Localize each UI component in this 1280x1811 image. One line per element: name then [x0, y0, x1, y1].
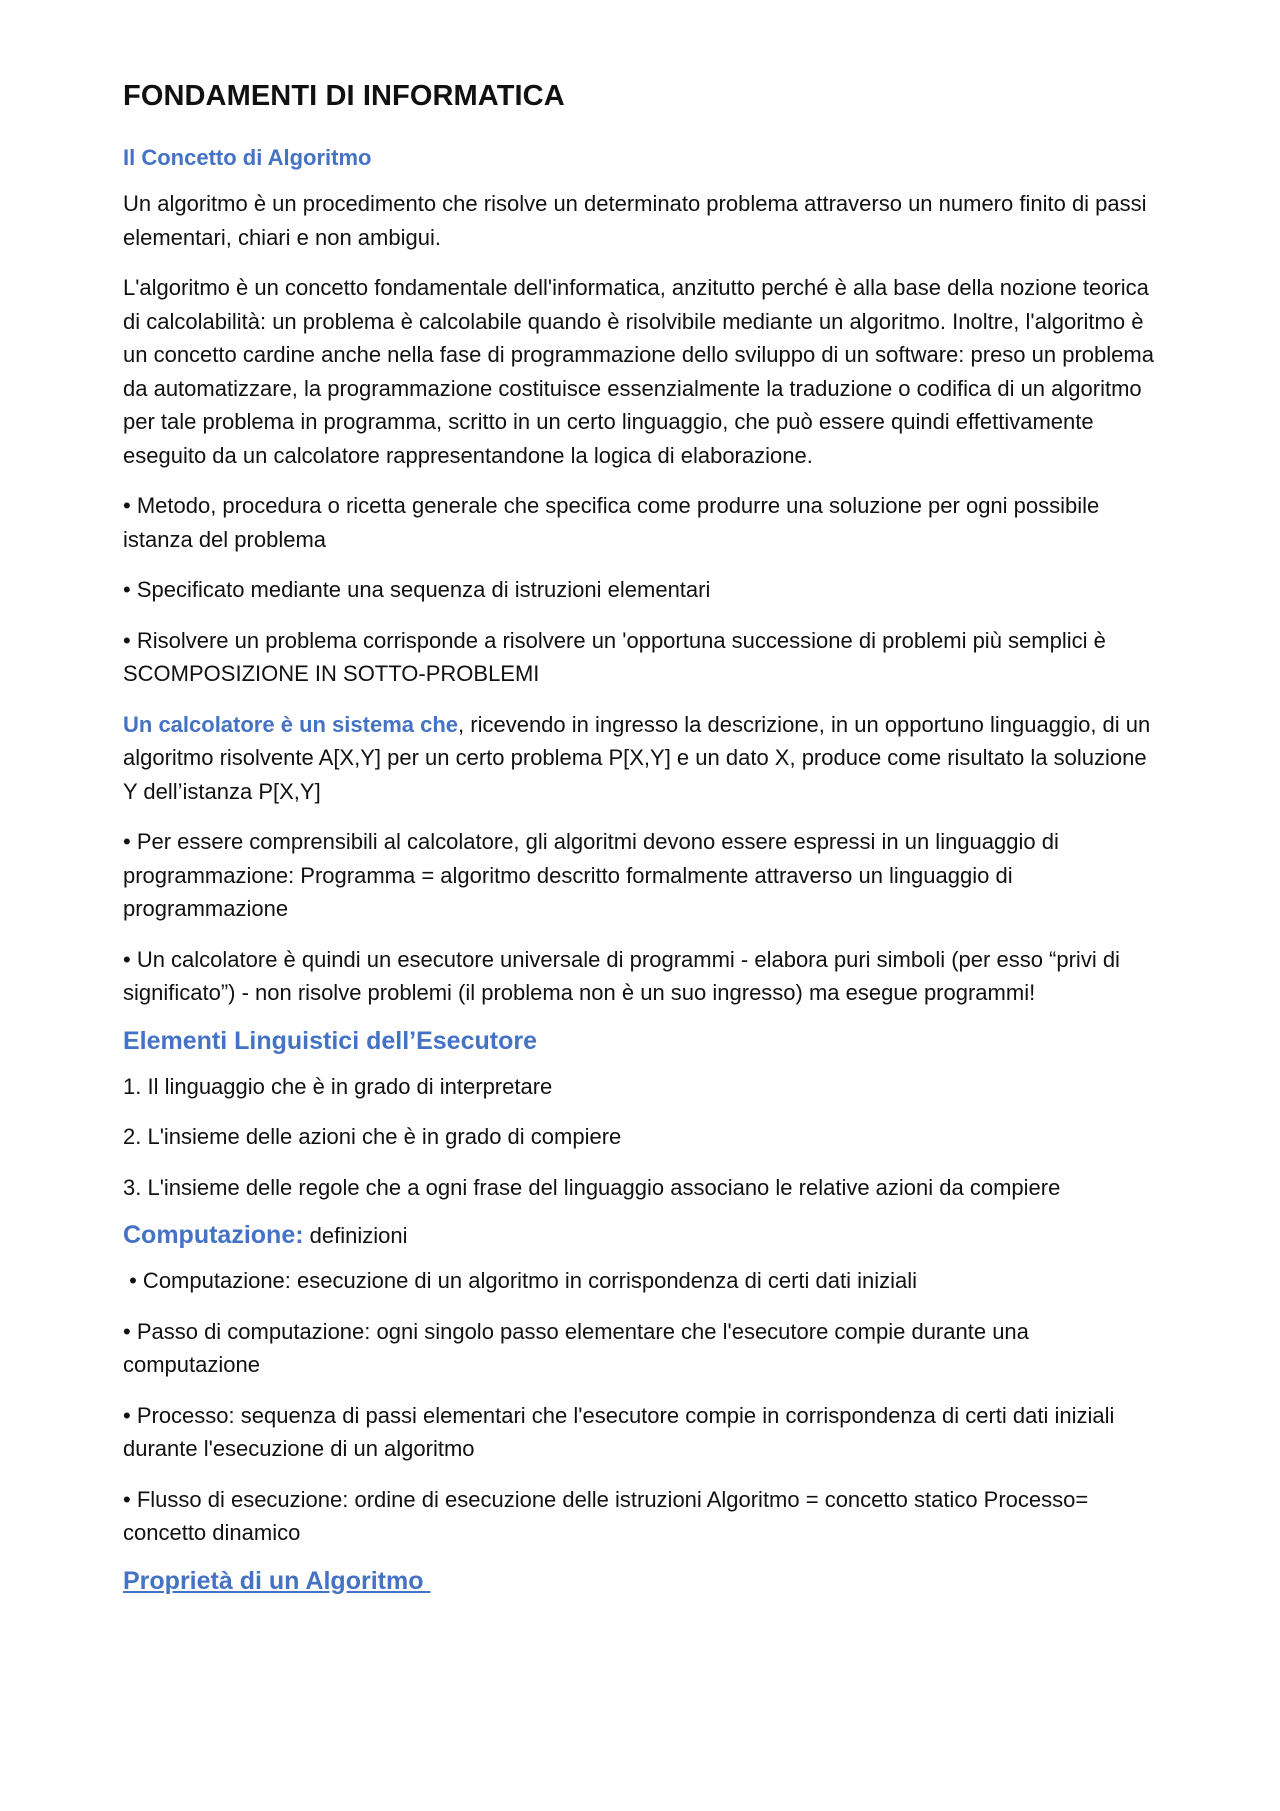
bullet-specificato: • Specificato mediante una sequenza di istruzioni elementari: [123, 577, 711, 602]
list-item-regole: 3. L'insieme delle regole che a ogni frase del linguaggio associano le relative azioni da compiere: [123, 1174, 1061, 1200]
bullet-processo: • Processo: sequenza di passi elementari che l'esecutore compie in corrispondenza di certi dati iniziali durante l'esecuzione di un algoritmo: [123, 1402, 1115, 1461]
calcolatore-lead: Un calcolatore è un sistema che: [123, 711, 459, 737]
computazione-heading-suffix: definizioni: [303, 1223, 408, 1248]
calcolatore-rest: , ricevendo in ingresso la descrizione, in un opportuno linguaggio, di un algoritmo risolvente A[X,Y] per un certo problema P[X,Y] e un dato X, produce come risultato la soluzione Y dell’istanza P[X,Y]: [123, 711, 1151, 804]
bullet-scomposizione: • Risolvere un problema corrisponde a risolvere un 'opportuna successione di problemi più semplici è SCOMPOSIZIONE IN SOTTO-PROBLEMI: [123, 627, 1106, 686]
list-item-azioni: 2. L'insieme delle azioni che è in grado di compiere: [123, 1124, 622, 1149]
list-item-linguaggio: 1. Il linguaggio che è in grado di interpretare: [123, 1073, 553, 1099]
section-heading-concetto-algoritmo: Il Concetto di Algoritmo: [123, 145, 372, 170]
bullet-programma: • Per essere comprensibili al calcolatore, gli algoritmi devono essere espressi in un linguaggio di programmazione: Programma = algoritmo descritto formalmente attraverso un linguaggio di programmazione: [123, 829, 1059, 921]
paragraph-calcolatore: [123, 708, 1164, 809]
bullet-metodo: • Metodo, procedura o ricetta generale che specifica come produrre una soluzione per ogni possibile istanza del problema: [123, 493, 1100, 552]
section-heading-computazione: [123, 1221, 1164, 1250]
section-heading-proprieta-algoritmo: Proprietà di un Algoritmo: [123, 1566, 431, 1595]
document-title: FONDAMENTI DI INFORMATICA: [123, 80, 565, 112]
bullet-esecutore-universale: • Un calcolatore è quindi un esecutore universale di programmi - elabora puri simboli (per esso “privi di significato”) - non risolve problemi (il problema non è un suo ingresso) ma esegue programmi!: [123, 946, 1120, 1005]
paragraph-algoritmo-concetto: L'algoritmo è un concetto fondamentale dell'informatica, anzitutto perché è alla base della nozione teorica di calcolabilità: un problema è calcolabile quando è risolvibile mediante un algoritmo. Inoltre, l'algoritmo è un concetto cardine anche nella fase di programmazione dello sviluppo di un software: preso un problema da automatizzare, la programmazione costituisce essenzialmente la traduzione o codifica di un algoritmo per tale problema in programma, scritto in un certo linguaggio, che può essere quindi effettivamente eseguito da un calcolatore rappresentandone la logica di elaborazione.: [123, 275, 1154, 468]
section-heading-elementi-linguistici: Elementi Linguistici dell’Esecutore: [123, 1026, 537, 1055]
bullet-computazione: • Computazione: esecuzione di un algoritmo in corrispondenza di certi dati iniziali: [123, 1268, 918, 1293]
bullet-passo-computazione: • Passo di computazione: ogni singolo passo elementare che l'esecutore compie durante una computazione: [123, 1318, 1029, 1377]
bullet-flusso-esecuzione: • Flusso di esecuzione: ordine di esecuzione delle istruzioni Algoritmo = concetto statico Processo= concetto dinamico: [123, 1486, 1089, 1545]
computazione-heading-label: Computazione:: [123, 1221, 304, 1249]
paragraph-definizione-algoritmo: Un algoritmo è un procedimento che risolve un determinato problema attraverso un numero finito di passi elementari, chiari e non ambigui.: [123, 191, 1147, 250]
